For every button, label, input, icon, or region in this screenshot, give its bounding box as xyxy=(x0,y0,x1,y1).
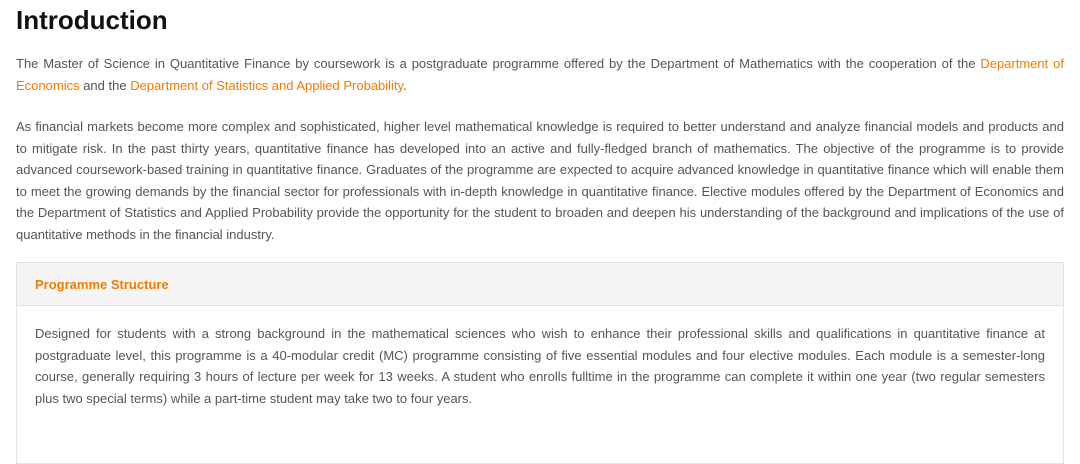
programme-structure-header[interactable] xyxy=(17,263,1063,306)
page-title: Introduction xyxy=(16,5,168,35)
intro-text-between: and the xyxy=(79,77,131,93)
intro-text-before: The Master of Science in Quantitative Finance by coursework is a postgraduate programme offered by the Department of Mathematics with the cooperation of the xyxy=(16,56,981,71)
department-of-economics-link[interactable]: Department of Economics xyxy=(16,56,1064,93)
programme-structure-text: Designed for students with a strong background in the mathematical sciences who wish to enhance their professional skills and qualifications in quantitative finance at postgraduate level, this programme is a 40-modular credit (MC) programme consisting of five essential modules and four elective modules. Each module is a semester-long course, generally requiring 3 hours of lecture per week for 13 weeks. A student who enrolls fulltime in the programme can complete it within one year (two regular semesters plus two special terms) while a part-time student may take two to four years. xyxy=(35,326,1045,406)
intro-paragraph xyxy=(16,53,1064,96)
description-paragraph: As financial markets become more complex and sophisticated, higher level mathematical knowledge is required to better understand and analyze financial models and products and to mitigate risk. In the past thirty years, quantitative finance has developed into an active and fully-fledged branch of mathematics. The objective of the programme is to provide advanced coursework-based training in quantitative finance. Graduates of the programme are expected to acquire advanced knowledge in quantitative finance which will enable them to meet the growing demands by the financial sector for professionals with in-depth knowledge in quantitative finance. Elective modules offered by the Department of Economics and the Department of Statistics and Applied Probability provide the opportunity for the student to broaden and deepen his understanding of the background and implications of the use of quantitative methods in the financial industry. xyxy=(16,119,1064,242)
intro-text-after: . xyxy=(403,77,407,93)
department-of-statistics-link[interactable]: Department of Statistics and Applied Probability xyxy=(130,77,404,93)
programme-structure-panel xyxy=(16,262,1064,464)
programme-structure-heading[interactable]: Programme Structure xyxy=(35,276,169,292)
programme-structure-body xyxy=(17,306,1063,409)
